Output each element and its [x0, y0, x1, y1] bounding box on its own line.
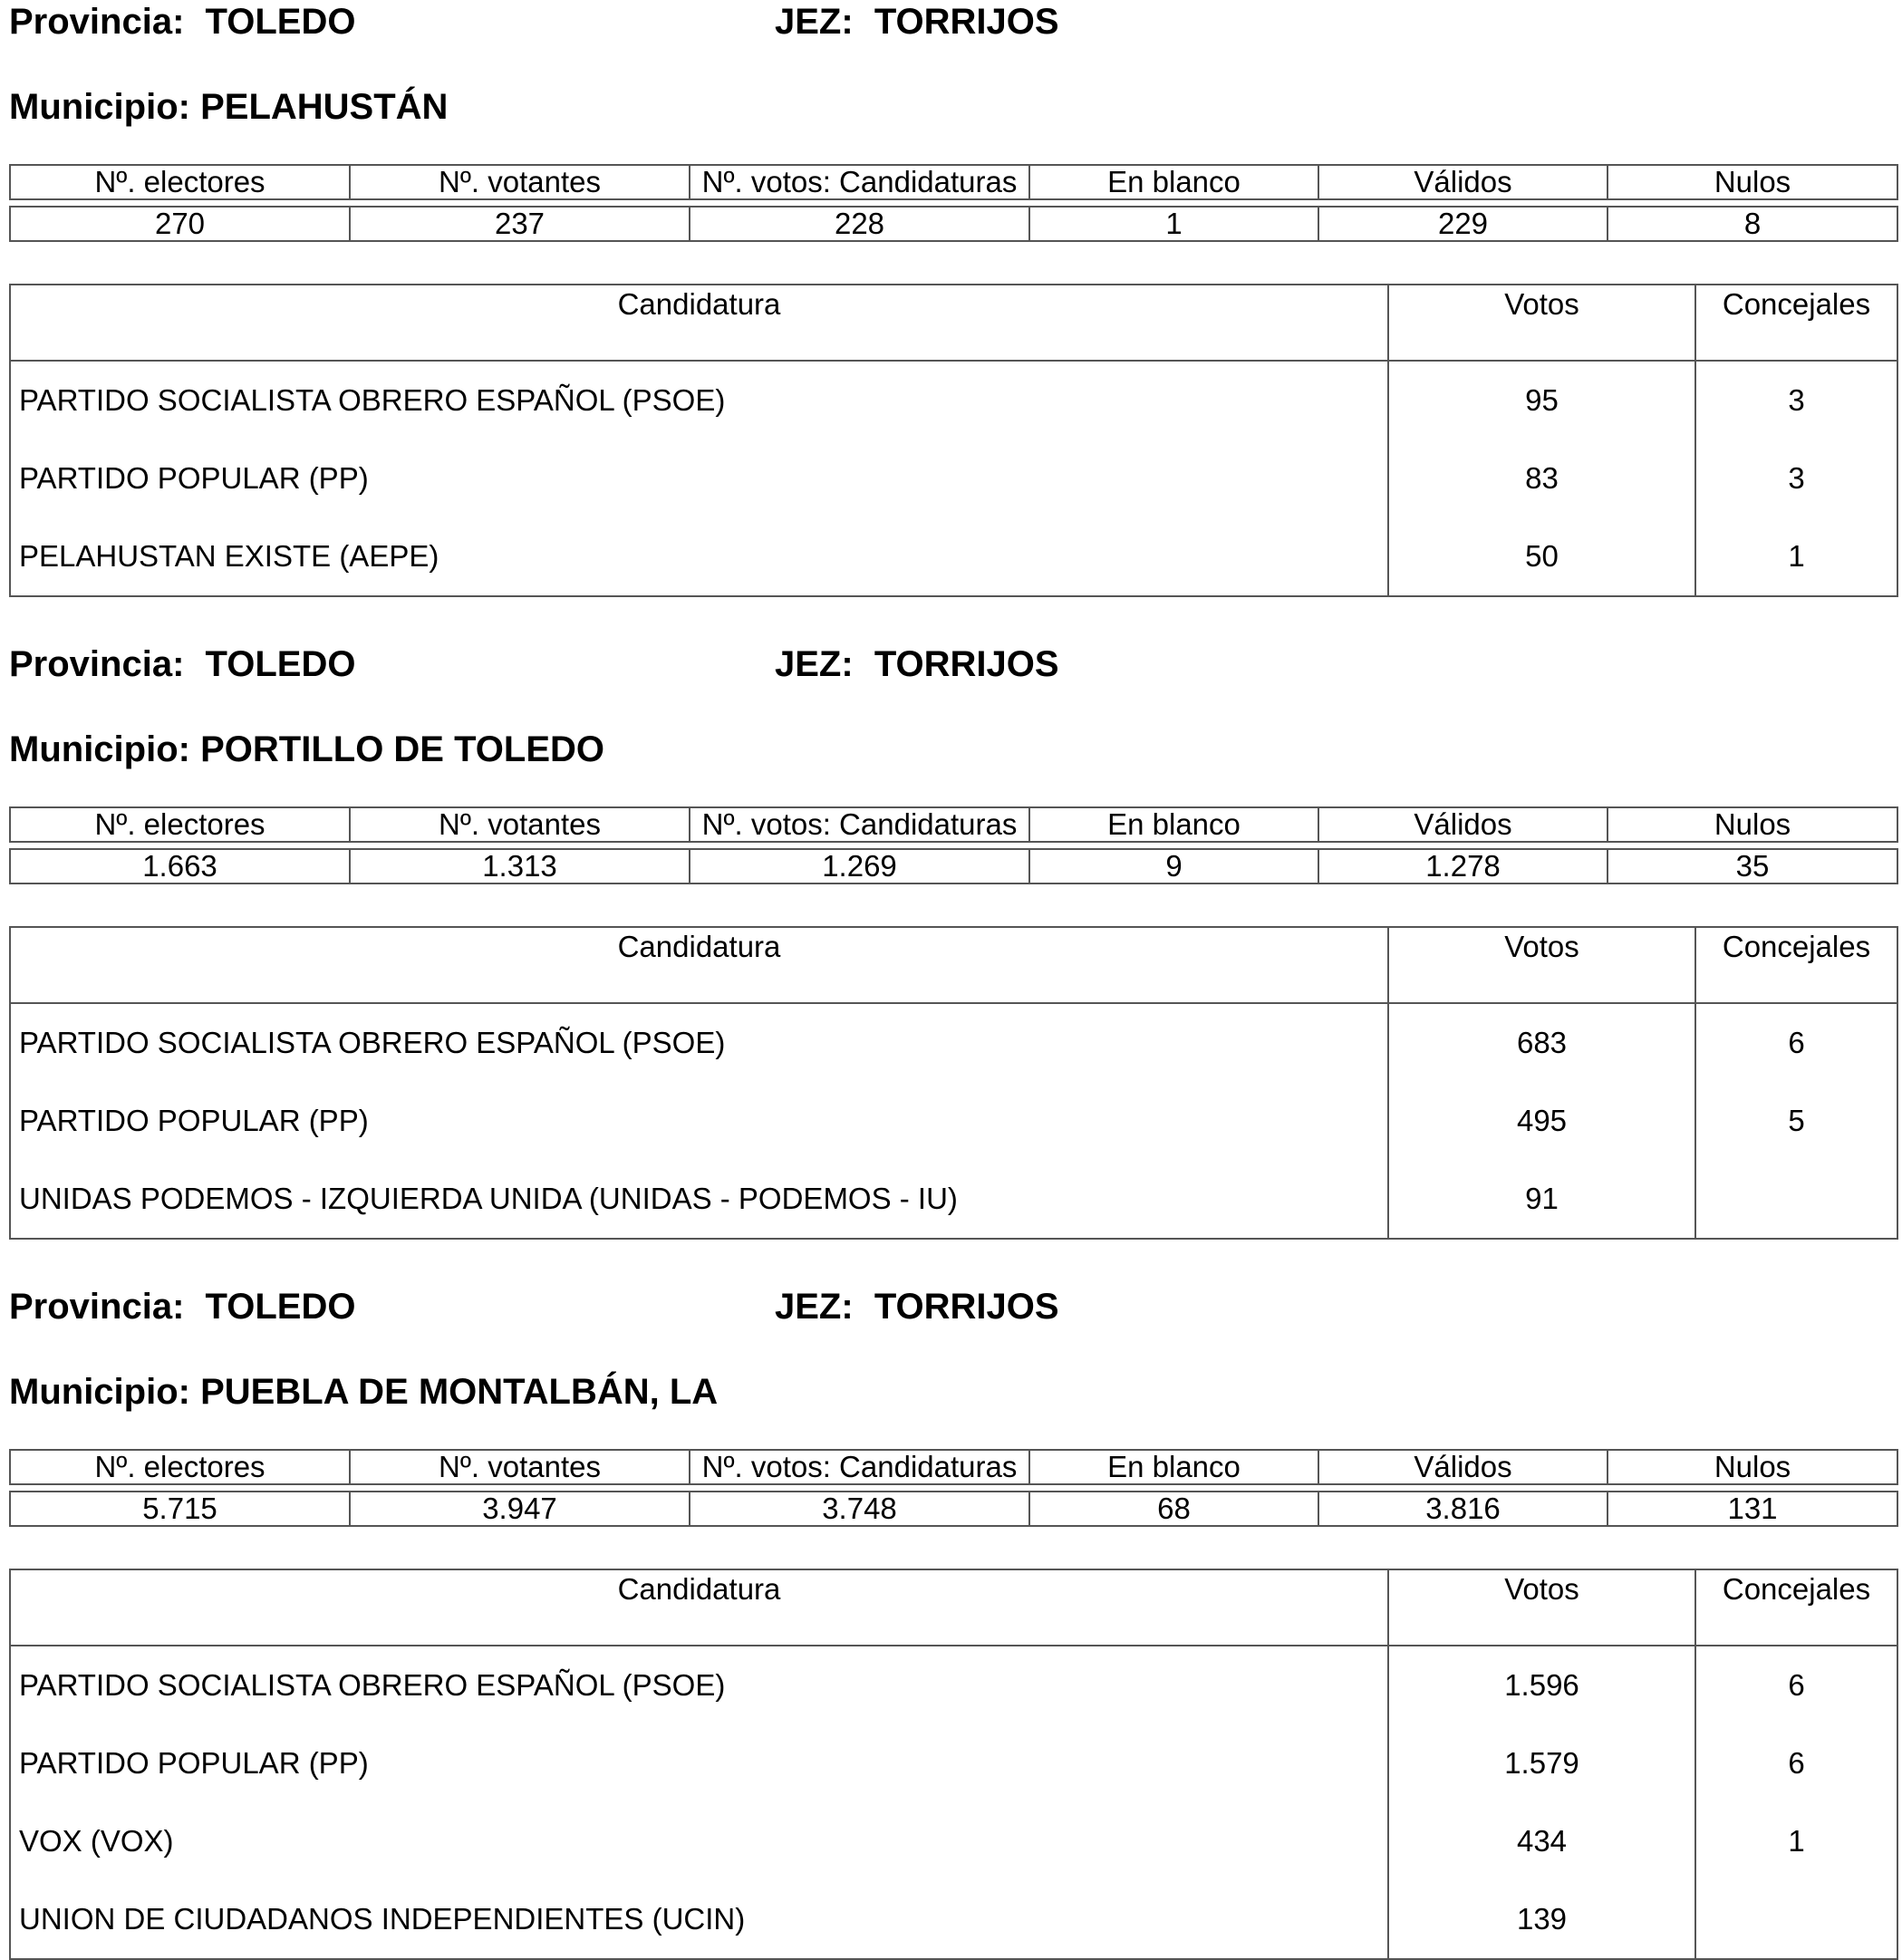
provincia-line: [9, 0, 355, 43]
votos-candidaturas-value: 1.269: [690, 849, 1029, 883]
en-blanco-value: 1: [1029, 207, 1318, 241]
candidates-header-row: [10, 285, 1897, 361]
concejales-header: Concejales: [1695, 927, 1897, 1003]
provincia-value: TOLEDO: [205, 1287, 356, 1327]
nulos-value: 8: [1608, 207, 1897, 241]
en-blanco-header: En blanco: [1029, 1450, 1318, 1484]
candidate-votos: 683: [1388, 1003, 1695, 1082]
candidate-concejales: 6: [1695, 1724, 1897, 1802]
jez-line: [775, 0, 1059, 43]
votantes-value: 3.947: [350, 1492, 690, 1526]
candidate-votos: 95: [1388, 361, 1695, 439]
municipio-label: Municipio:: [9, 729, 190, 769]
candidate-name: UNIDAS PODEMOS - IZQUIERDA UNIDA (UNIDAS - PODEMOS - IU): [19, 1182, 958, 1215]
candidate-votos: 1.579: [1388, 1724, 1695, 1802]
jez-value: TORRIJOS: [874, 644, 1059, 684]
jez-label: JEZ:: [775, 2, 854, 42]
municipio-section: [9, 0, 1897, 625]
candidates-header-row: [10, 1569, 1897, 1646]
votantes-header: Nº. votantes: [350, 807, 690, 842]
summary-values-row: [10, 1492, 1897, 1526]
municipio-line: [9, 85, 448, 129]
votos-candidaturas-value: 228: [690, 207, 1029, 241]
concejales-header: Concejales: [1695, 285, 1897, 361]
candidate-name: PARTIDO POPULAR (PP): [19, 1746, 369, 1780]
candidatura-header: Candidatura: [10, 1569, 1388, 1646]
provincia-label: Provincia:: [9, 1287, 185, 1327]
candidate-row: [10, 1160, 1897, 1239]
candidate-row: [10, 439, 1897, 517]
candidates-table: [9, 926, 1898, 1240]
candidate-name: PARTIDO POPULAR (PP): [19, 1104, 369, 1137]
candidate-votos: 83: [1388, 439, 1695, 517]
municipio-value: PUEBLA DE MONTALBÁN, LA: [200, 1372, 719, 1412]
provincia-value: TOLEDO: [205, 644, 356, 684]
en-blanco-value: 9: [1029, 849, 1318, 883]
validos-header: Válidos: [1318, 807, 1608, 842]
en-blanco-value: 68: [1029, 1492, 1318, 1526]
candidate-votos: 434: [1388, 1802, 1695, 1880]
votos-candidaturas-value: 3.748: [690, 1492, 1029, 1526]
validos-header: Válidos: [1318, 1450, 1608, 1484]
electores-header: Nº. electores: [10, 807, 350, 842]
candidate-name: PARTIDO SOCIALISTA OBRERO ESPAÑOL (PSOE): [19, 383, 726, 417]
candidate-concejales: 6: [1695, 1646, 1897, 1724]
candidate-concejales: [1695, 1880, 1897, 1959]
summary-header-row: [10, 165, 1897, 199]
nulos-header: Nulos: [1608, 807, 1897, 842]
summary-table: [9, 806, 1898, 884]
provincia-line: [9, 1285, 355, 1328]
jez-line: [775, 1285, 1059, 1328]
municipio-section: [9, 1285, 1897, 1955]
candidates-table: [9, 284, 1898, 597]
votos-header: Votos: [1388, 285, 1695, 361]
candidate-votos: 495: [1388, 1082, 1695, 1160]
electores-header: Nº. electores: [10, 165, 350, 199]
candidate-row: [10, 1003, 1897, 1082]
candidate-name: VOX (VOX): [19, 1824, 174, 1858]
electores-header: Nº. electores: [10, 1450, 350, 1484]
candidate-votos: 1.596: [1388, 1646, 1695, 1724]
electores-value: 270: [10, 207, 350, 241]
candidate-row: [10, 1880, 1897, 1959]
candidate-concejales: 3: [1695, 361, 1897, 439]
municipio-value: PORTILLO DE TOLEDO: [200, 729, 605, 769]
candidate-name: UNION DE CIUDADANOS INDEPENDIENTES (UCIN): [19, 1902, 746, 1936]
summary-values-row: [10, 849, 1897, 883]
summary-header-row: [10, 1450, 1897, 1484]
candidate-row: [10, 361, 1897, 439]
votantes-value: 1.313: [350, 849, 690, 883]
validos-value: 3.816: [1318, 1492, 1608, 1526]
votos-candidaturas-header: Nº. votos: Candidaturas: [690, 1450, 1029, 1484]
provincia-line: [9, 642, 355, 686]
validos-value: 229: [1318, 207, 1608, 241]
municipio-value: PELAHUSTÁN: [200, 87, 449, 127]
candidate-name: PARTIDO SOCIALISTA OBRERO ESPAÑOL (PSOE): [19, 1668, 726, 1702]
candidatura-header: Candidatura: [10, 927, 1388, 1003]
votos-candidaturas-header: Nº. votos: Candidaturas: [690, 807, 1029, 842]
provincia-value: TOLEDO: [205, 2, 356, 42]
votantes-header: Nº. votantes: [350, 1450, 690, 1484]
votantes-value: 237: [350, 207, 690, 241]
municipio-line: [9, 728, 604, 771]
electores-value: 1.663: [10, 849, 350, 883]
candidate-votos: 139: [1388, 1880, 1695, 1959]
candidates-header-row: [10, 927, 1897, 1003]
municipio-section: [9, 642, 1897, 1268]
candidate-concejales: 1: [1695, 517, 1897, 596]
nulos-header: Nulos: [1608, 1450, 1897, 1484]
candidate-votos: 50: [1388, 517, 1695, 596]
municipio-label: Municipio:: [9, 1372, 190, 1412]
candidate-name: PARTIDO SOCIALISTA OBRERO ESPAÑOL (PSOE): [19, 1026, 726, 1059]
summary-values-row: [10, 207, 1897, 241]
candidate-concejales: 3: [1695, 439, 1897, 517]
candidate-name: PELAHUSTAN EXISTE (AEPE): [19, 539, 439, 573]
validos-header: Válidos: [1318, 165, 1608, 199]
en-blanco-header: En blanco: [1029, 165, 1318, 199]
candidate-row: [10, 1646, 1897, 1724]
jez-label: JEZ:: [775, 1287, 854, 1327]
candidate-row: [10, 1082, 1897, 1160]
municipio-line: [9, 1370, 718, 1414]
summary-table: [9, 1449, 1898, 1527]
jez-value: TORRIJOS: [874, 1287, 1059, 1327]
summary-header-row: [10, 807, 1897, 842]
nulos-header: Nulos: [1608, 165, 1897, 199]
jez-label: JEZ:: [775, 644, 854, 684]
nulos-value: 35: [1608, 849, 1897, 883]
candidate-concejales: 1: [1695, 1802, 1897, 1880]
candidate-row: [10, 1802, 1897, 1880]
concejales-header: Concejales: [1695, 1569, 1897, 1646]
votos-candidaturas-header: Nº. votos: Candidaturas: [690, 165, 1029, 199]
provincia-label: Provincia:: [9, 2, 185, 42]
votos-header: Votos: [1388, 1569, 1695, 1646]
electores-value: 5.715: [10, 1492, 350, 1526]
jez-line: [775, 642, 1059, 686]
candidate-name: PARTIDO POPULAR (PP): [19, 461, 369, 495]
candidate-concejales: 5: [1695, 1082, 1897, 1160]
provincia-label: Provincia:: [9, 644, 185, 684]
nulos-value: 131: [1608, 1492, 1897, 1526]
candidates-table: [9, 1569, 1898, 1960]
candidatura-header: Candidatura: [10, 285, 1388, 361]
candidate-votos: 91: [1388, 1160, 1695, 1239]
jez-value: TORRIJOS: [874, 2, 1059, 42]
municipio-label: Municipio:: [9, 87, 190, 127]
en-blanco-header: En blanco: [1029, 807, 1318, 842]
candidate-row: [10, 517, 1897, 596]
summary-table: [9, 164, 1898, 242]
candidate-concejales: 6: [1695, 1003, 1897, 1082]
votos-header: Votos: [1388, 927, 1695, 1003]
candidate-concejales: [1695, 1160, 1897, 1239]
votantes-header: Nº. votantes: [350, 165, 690, 199]
candidate-row: [10, 1724, 1897, 1802]
validos-value: 1.278: [1318, 849, 1608, 883]
